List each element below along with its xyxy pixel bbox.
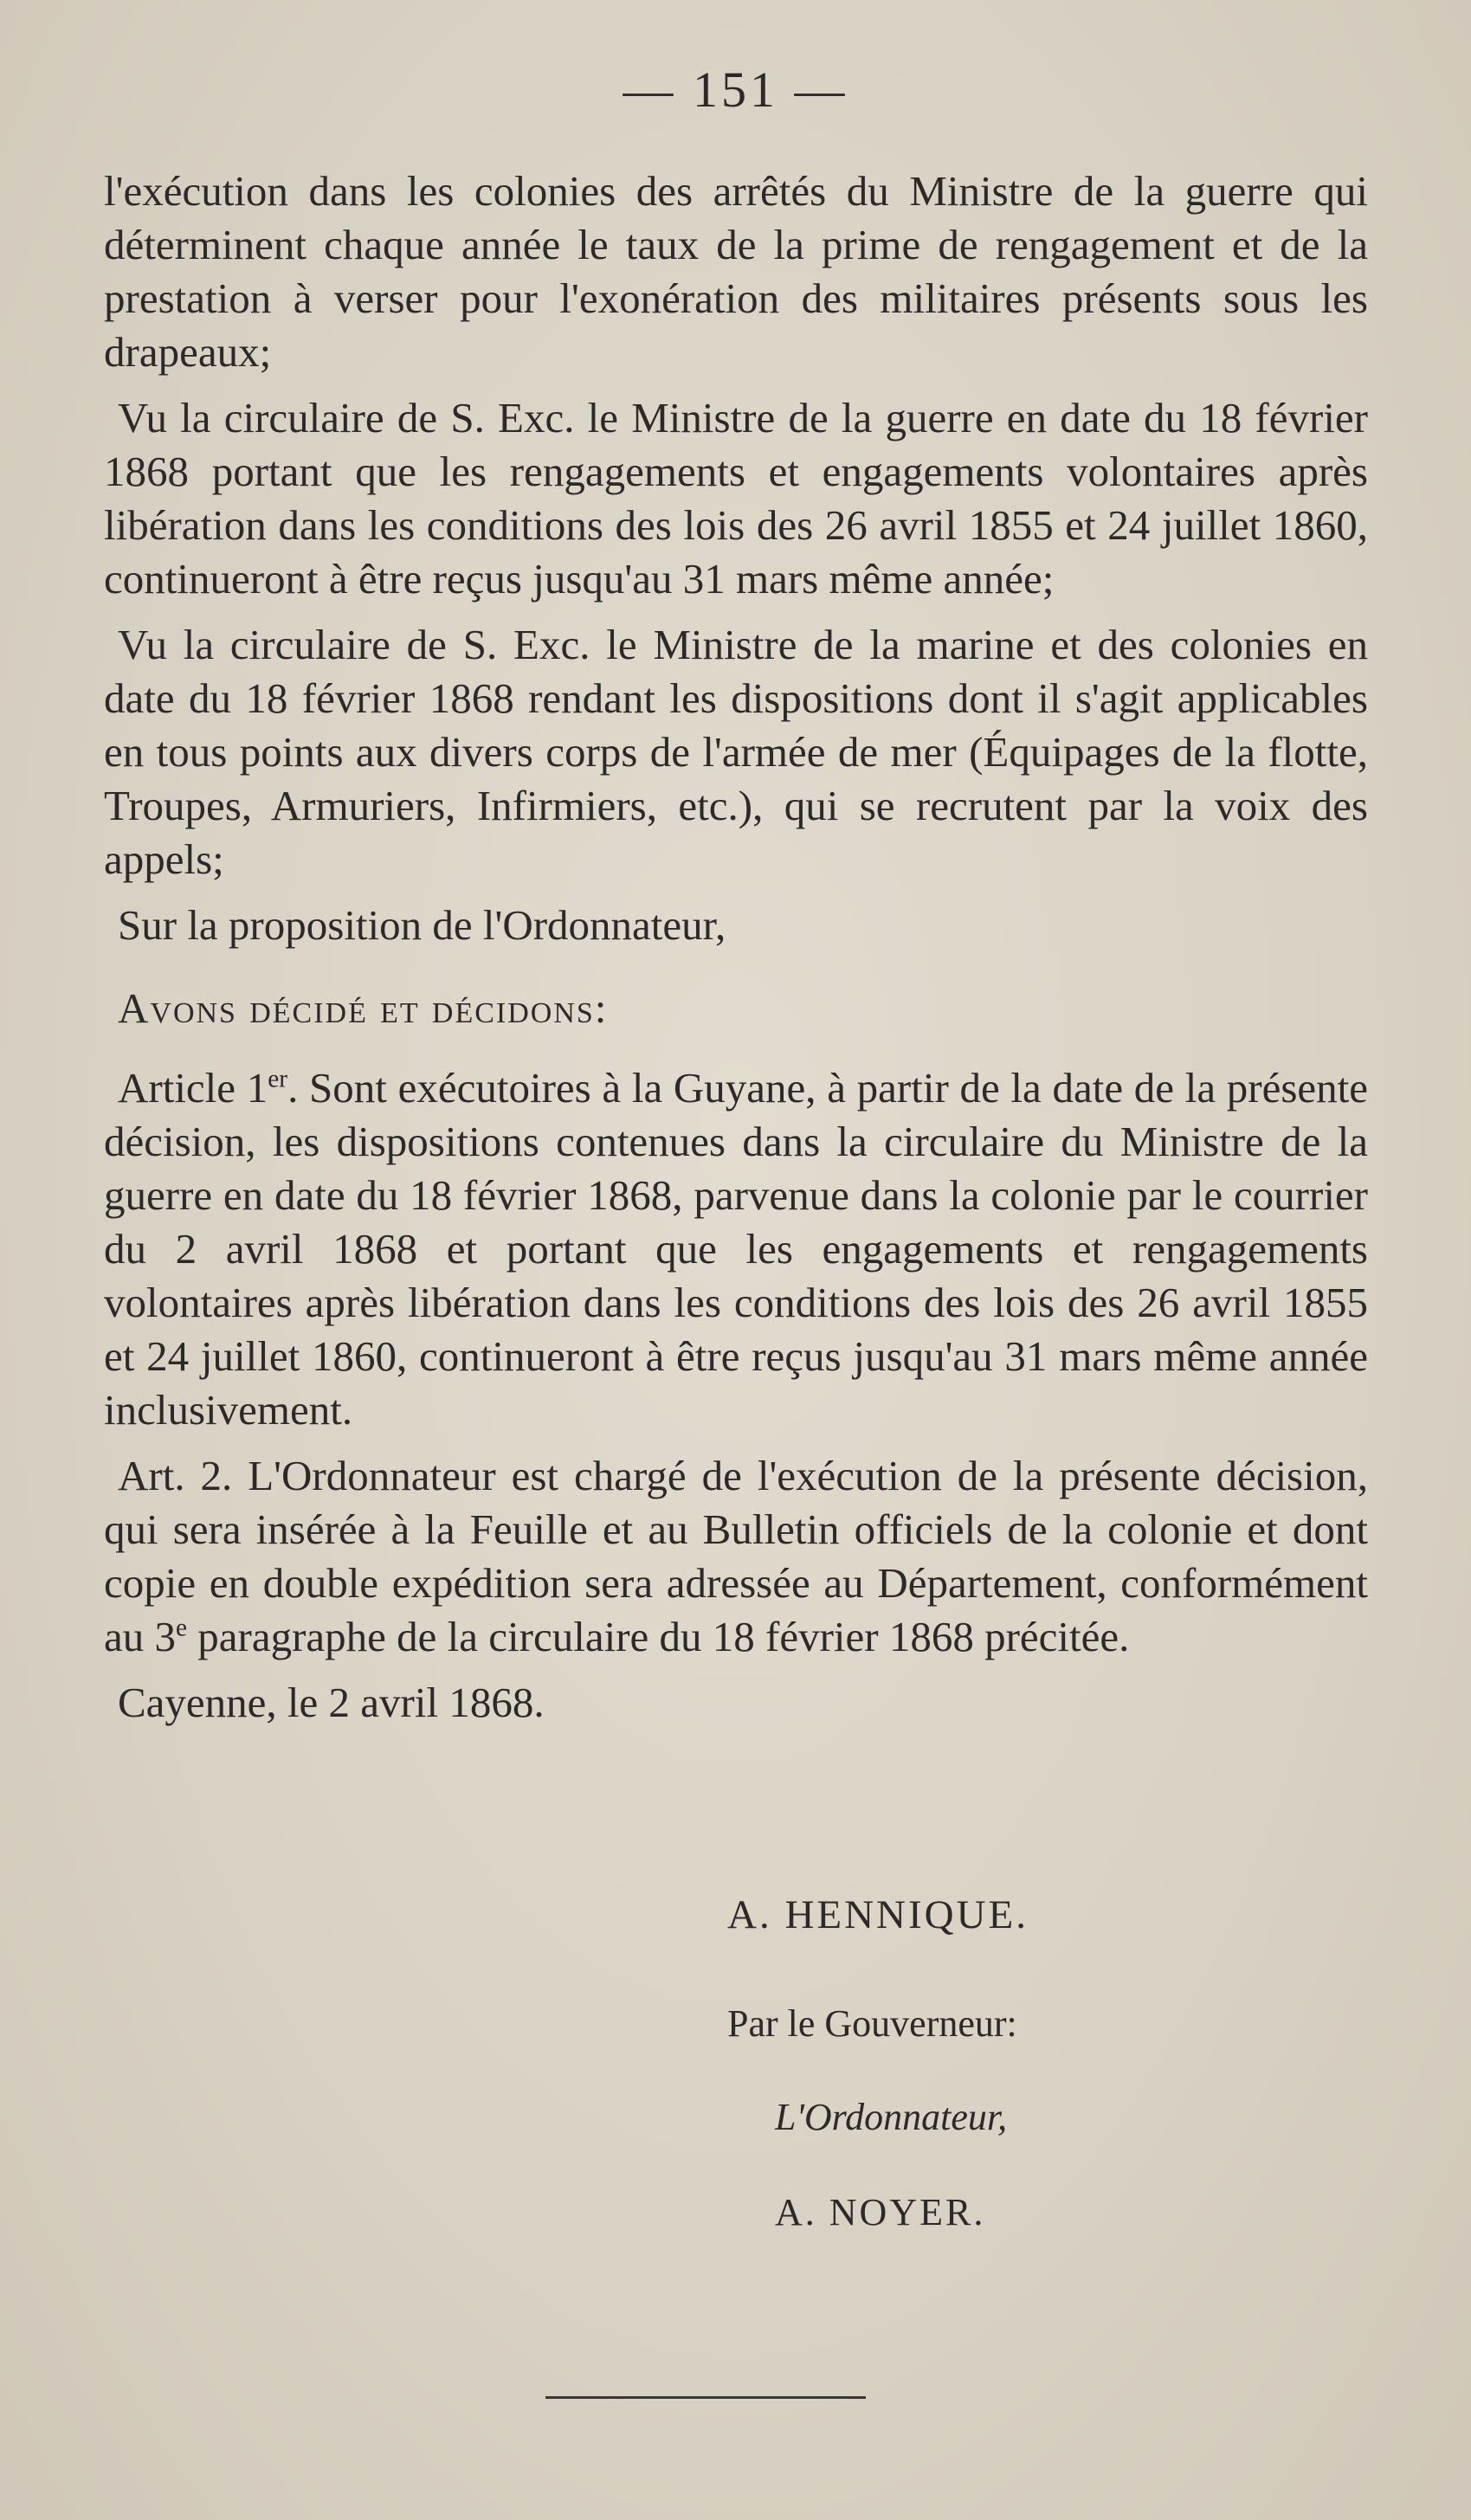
signature-governor: A. HENNIQUE. bbox=[727, 1892, 1029, 1937]
page-number: — 151 — bbox=[623, 61, 848, 118]
article-1 bbox=[104, 1061, 1368, 1437]
paragraph-circular-navy: Vu la circulaire de S. Exc. le Ministre de la marine et des colonies en date du 18 février 1868 rendant les dispositions dont il s'agit applicables en tous points aux divers corps de l'armée de mer (Équipages de la flotte, Troupes, Armuriers, Infirmiers, etc.), qui se recrutent par la voix des appels; bbox=[104, 621, 1368, 883]
article-2-text: paragraphe de la circulaire du 18 février 1868 précitée. bbox=[187, 1613, 1130, 1660]
signature-role: Par le Gouverneur: bbox=[727, 2002, 1017, 2045]
article-2-prefix: Art. 2. L'Ordonnateur est chargé de l'exécution de la présente décision, qui sera insérée à la Feuille et au Bulletin officiels de la colonie et dont copie en double expédition sera adressée au Département, conformément au 3 bbox=[104, 1452, 1368, 1660]
signature-ordonnateur: A. NOYER. bbox=[775, 2191, 986, 2233]
article-1-superscript: er bbox=[268, 1065, 288, 1093]
closing-rule bbox=[545, 2396, 866, 2399]
paragraph-circular-war: Vu la circulaire de S. Exc. le Ministre de la guerre en date du 18 février 1868 portant que les rengagements et engagements volontaires après libération dans les conditions des lois des 26 avril 1855 et 24 juillet 1860, continueront à être reçus jusqu'au 31 mars même année; bbox=[104, 394, 1368, 603]
article-2 bbox=[104, 1449, 1368, 1664]
article-1-text: . Sont exécutoires à la Guyane, à partir de la date de la présente décision, les dispositions contenues dans la circulaire du Ministre de la guerre en date du 18 février 1868, parvenue dans la colonie par le courrier du 2 avril 1868 et portant que les engagements et rengagements volontaires après libération dans les conditions des lois des 26 avril 1855 et 24 juillet 1860, continueront à être reçus jusqu'au 31 mars même année inclusivement. bbox=[104, 1064, 1369, 1434]
paragraph-proposal: Sur la proposition de l'Ordonnateur, bbox=[118, 901, 726, 949]
article-2-superscript: e bbox=[176, 1614, 188, 1642]
article-1-prefix: Article 1 bbox=[118, 1064, 268, 1112]
signature-title: L'Ordonnateur, bbox=[775, 2096, 1008, 2138]
document-body bbox=[104, 164, 1368, 1742]
date-line: Cayenne, le 2 avril 1868. bbox=[118, 1679, 545, 1726]
paragraph-continuation: l'exécution dans les colonies des arrêtés du Ministre de la guerre qui déterminent chaque année le taux de la prime de rengagement et de la prestation à verser pour l'exonération des militaires présents sous les drapeaux; bbox=[104, 167, 1368, 376]
decision-heading: Avons décidé et décidons: bbox=[118, 984, 609, 1032]
